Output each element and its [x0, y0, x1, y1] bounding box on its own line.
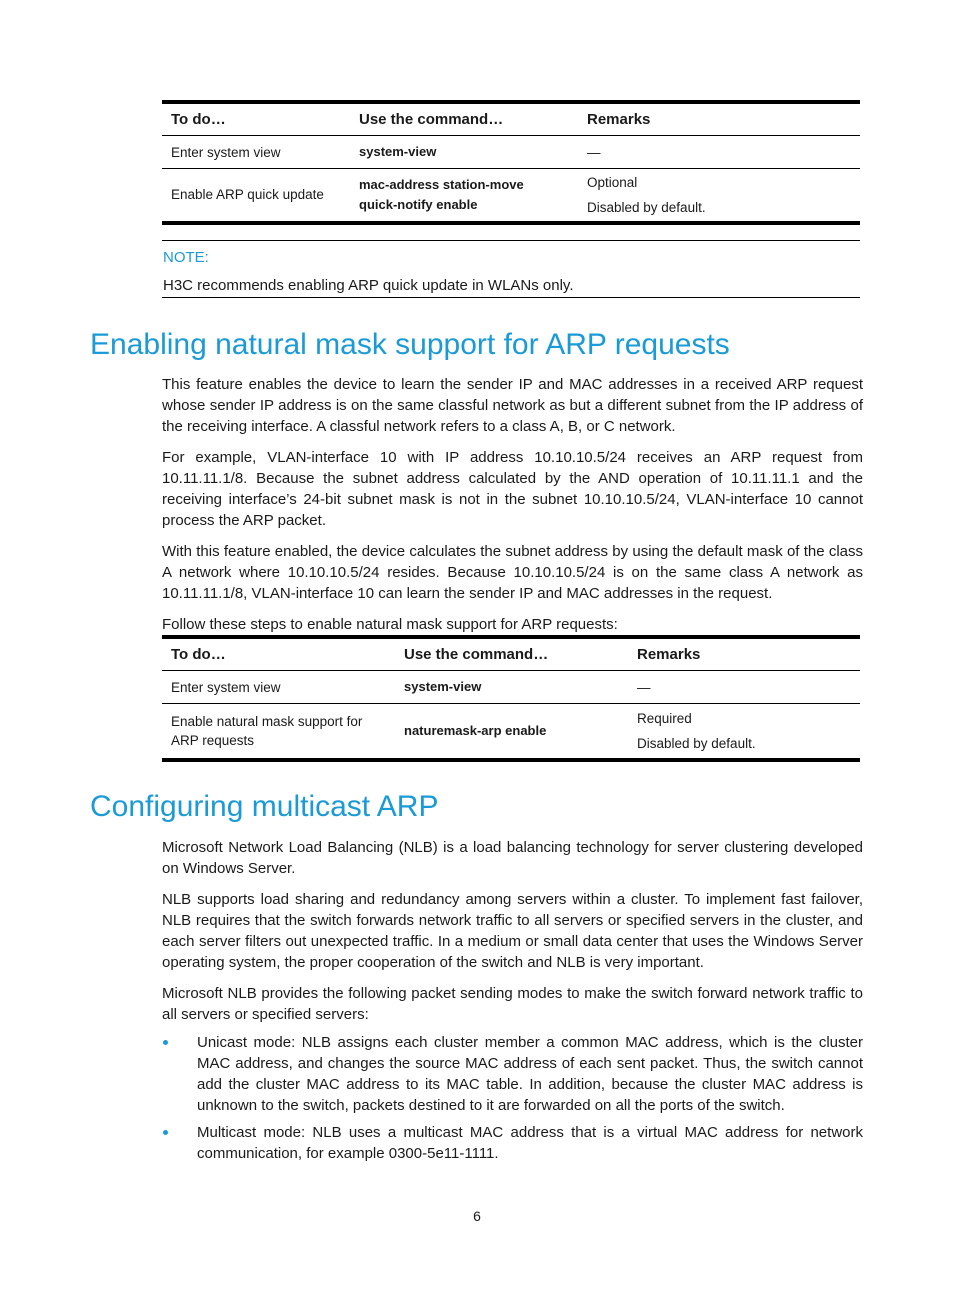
command-line: quick-notify enable: [359, 196, 478, 212]
header-command: Use the command…: [395, 637, 628, 671]
remark-line: Optional: [587, 174, 638, 190]
paragraph: This feature enables the device to learn the sender IP and MAC addresses in a received ARP request whose sender IP address is on the same classful network as but a different subnet from the IP address of the receiving interface. A classful network refers to a class A, B, or C network.: [162, 376, 863, 435]
cell-todo: [162, 704, 395, 760]
table-header-row: [162, 102, 860, 136]
natural-mask-table: [162, 635, 860, 762]
page-number: 6: [473, 1208, 481, 1224]
paragraph: With this feature enabled, the device calculates the subnet address by using the default mask of the class A network where 10.10.10.5/24 resides. Because 10.10.10.5/24 is on the same class A network as 10.11.11.1/8, VLAN-interface 10 can learn the sender IP and MAC addresses in the request.: [162, 543, 863, 602]
cell-todo: Enter system view: [162, 136, 350, 169]
table-header-row: [162, 637, 860, 671]
bullet-item: Multicast mode: NLB uses a multicast MAC address that is a virtual MAC address for network communication, for example 0300-5e11-1111.: [197, 1124, 863, 1162]
paragraph: For example, VLAN-interface 10 with IP address 10.10.10.5/24 receives an ARP request from 10.11.11.1/8. Because the subnet address calculated by the AND operation of 10.11.11.1 and the receiving interface’s 24-bit subnet mask is not in the subnet 10.10.10.5/24, VLAN-interface 10 cannot process the ARP packet.: [162, 449, 863, 529]
table-row: [162, 671, 860, 704]
section-title-natural-mask: Enabling natural mask support for ARP requests: [90, 328, 730, 361]
paragraph: Follow these steps to enable natural mask support for ARP requests:: [162, 616, 618, 633]
bullet-dot-icon: [163, 1040, 168, 1045]
paragraph: Microsoft NLB provides the following packet sending modes to make the switch forward network traffic to all servers or specified servers:: [162, 985, 863, 1023]
header-remarks: Remarks: [628, 637, 860, 671]
remark-line: Required: [637, 710, 692, 726]
section-title-multicast-arp: Configuring multicast ARP: [90, 790, 439, 823]
table-row: [162, 169, 860, 223]
bullet-item: Unicast mode: NLB assigns each cluster member a common MAC address, which is the cluster MAC address, and changes the source MAC address of each sent packet. Thus, the switch cannot add the cluster MAC address to its MAC table. In addition, because the cluster MAC address is unknown to the switch, packets destined to it are forwarded on all the ports of the switch.: [197, 1034, 863, 1114]
paragraph: NLB supports load sharing and redundancy among servers within a cluster. To implement fast failover, NLB requires that the switch forwards network traffic to all servers or specified servers in the cluster, and each server filters out unexpected traffic. In a medium or small data center that uses the Windows Server operating system, the proper cooperation of the switch and NLB is very important.: [162, 891, 863, 971]
arp-quick-update-table: [162, 100, 860, 225]
cell-todo: Enable ARP quick update: [162, 169, 350, 223]
header-todo: To do…: [162, 637, 395, 671]
todo-line: ARP requests: [171, 732, 255, 748]
cell-remarks: [578, 169, 860, 223]
cell-command: [350, 169, 578, 223]
cell-remarks: —: [578, 136, 860, 169]
note-box: [162, 240, 860, 298]
table-row: [162, 704, 860, 760]
remark-line: Disabled by default.: [637, 735, 756, 751]
cell-remarks: [628, 704, 860, 760]
header-command: Use the command…: [350, 102, 578, 136]
note-label: NOTE:: [163, 249, 209, 266]
note-text: H3C recommends enabling ARP quick update in WLANs only.: [163, 277, 574, 294]
cell-todo: Enter system view: [162, 671, 395, 704]
paragraph: Microsoft Network Load Balancing (NLB) is a load balancing technology for server clustering developed on Windows Server.: [162, 839, 863, 877]
cell-command: system-view: [350, 136, 578, 169]
header-remarks: Remarks: [578, 102, 860, 136]
header-todo: To do…: [162, 102, 350, 136]
bullet-dot-icon: [163, 1130, 168, 1135]
cell-command: system-view: [395, 671, 628, 704]
command-line: mac-address station-move: [359, 176, 524, 192]
cell-remarks: —: [628, 671, 860, 704]
table-row: [162, 136, 860, 169]
cell-command: naturemask-arp enable: [395, 704, 628, 760]
remark-line: Disabled by default.: [587, 199, 706, 215]
todo-line: Enable natural mask support for: [171, 713, 363, 729]
